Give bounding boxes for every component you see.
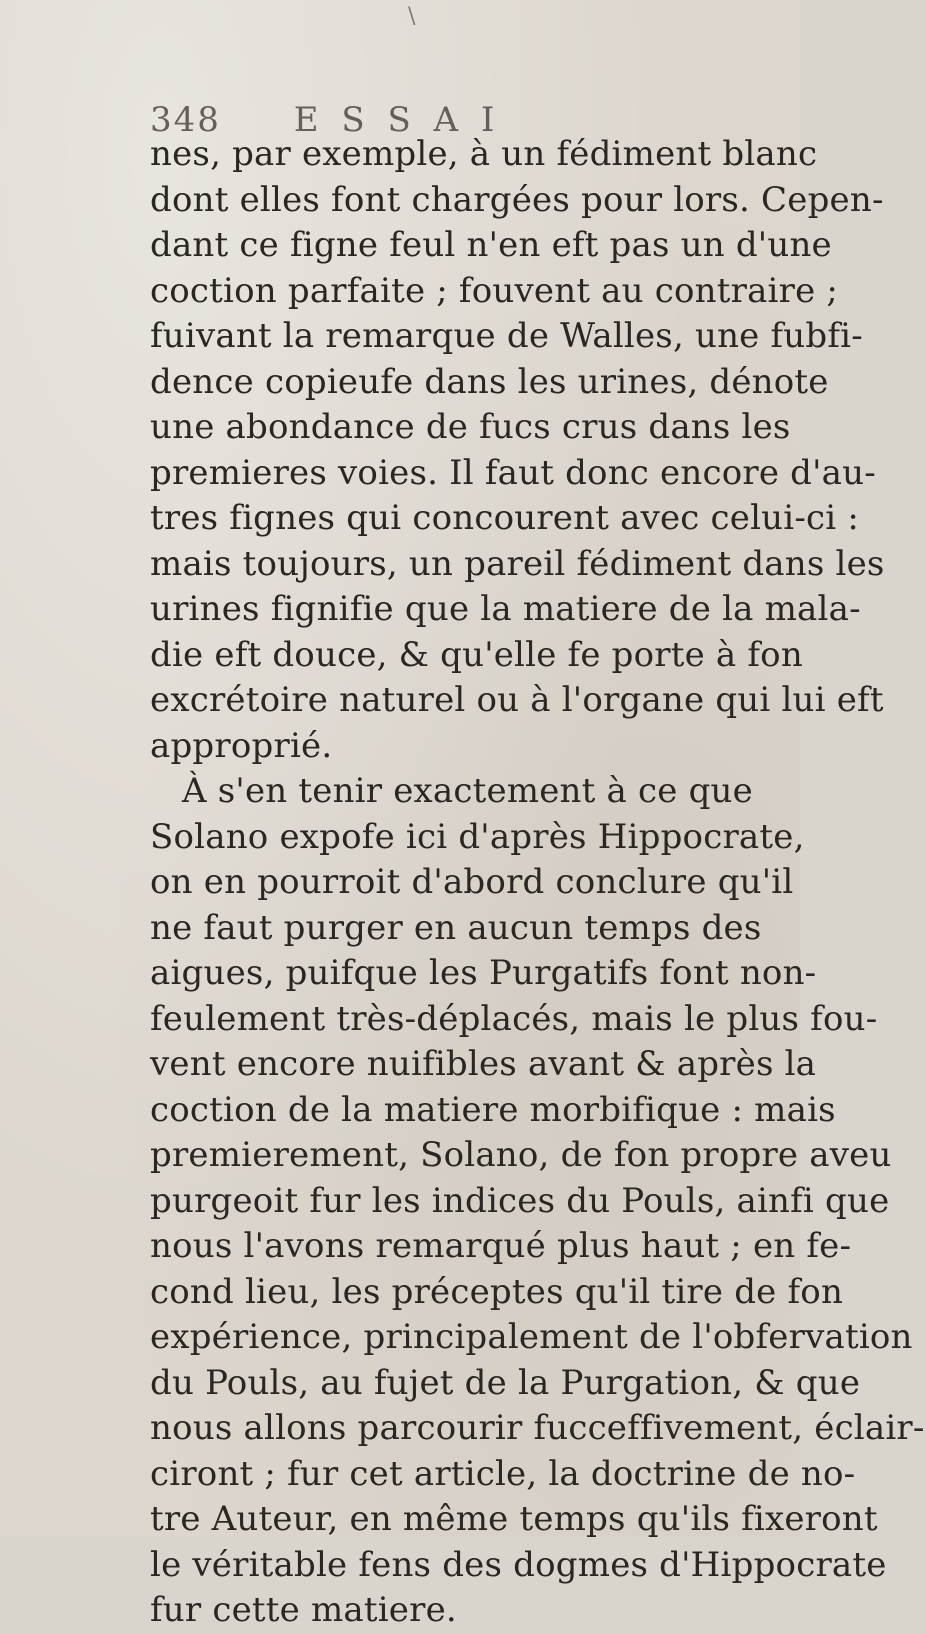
text-line: coction de la matiere morbifique : mais xyxy=(150,1089,836,1130)
running-title: E S S A I xyxy=(293,100,501,140)
text-line: le véritable fens des dogmes d'Hippocrate xyxy=(150,1544,887,1585)
text-line: vent encore nuifibles avant & après la xyxy=(150,1044,817,1084)
text-line: on en pourroit d'abord conclure qu'il xyxy=(150,862,794,902)
body-text xyxy=(150,132,925,1634)
text-line: du Pouls, au fujet de la Purgation, & que xyxy=(150,1362,861,1403)
text-line: purgeoit fur les indices du Pouls, ainfi que xyxy=(150,1180,890,1221)
text-line: mais toujours, un pareil fédiment dans les xyxy=(150,543,885,584)
text-line: urines fignifie que la matiere de la mala- xyxy=(150,589,861,629)
paragraph-start-line: À s'en tenir exactement à ce que xyxy=(182,771,753,811)
text-line: ne faut purger en aucun temps des xyxy=(150,907,762,948)
text-line: aigues, puifque les Purgatifs font non- xyxy=(150,953,817,993)
page-number: 348 xyxy=(150,100,221,140)
text-line: ciront ; fur cet article, la doctrine de no- xyxy=(150,1453,856,1494)
text-line: nous allons parcourir fucceffivement, éclair- xyxy=(150,1408,925,1448)
text-line: coction parfaite ; fouvent au contraire ; xyxy=(150,270,839,311)
text-line: Solano expofe ici d'après Hippocrate, xyxy=(150,816,805,857)
text-line: dont elles font chargées pour lors. Cepen- xyxy=(150,179,884,220)
text-line: tres fignes qui concourent avec celui-ci : xyxy=(150,498,860,538)
text-line: die eft douce, & qu'elle fe porte à fon xyxy=(150,634,803,675)
text-line: nes, par exemple, à un fédiment blanc xyxy=(150,134,818,174)
text-line: fuivant la remarque de Walles, une fubfi- xyxy=(150,316,863,356)
text-line: dant ce figne feul n'en eft pas un d'une xyxy=(150,225,832,265)
text-line: premieres voies. Il faut donc encore d'au- xyxy=(150,452,876,493)
text-line: excrétoire naturel ou à l'organe qui lui eft xyxy=(150,680,884,720)
text-line: feulement très-déplacés, mais le plus fou- xyxy=(150,998,878,1039)
text-line: nous l'avons remarqué plus haut ; en fe- xyxy=(150,1226,852,1266)
text-line: cond lieu, les préceptes qu'il tire de fon xyxy=(150,1271,844,1312)
text-line: dence copieufe dans les urines, dénote xyxy=(150,361,829,402)
text-line: tre Auteur, en même temps qu'ils fixeront xyxy=(150,1499,878,1539)
text-line: approprié. xyxy=(150,725,333,766)
text-line: fur cette matiere. xyxy=(150,1590,457,1630)
text-line: premierement, Solano, de fon propre aveu xyxy=(150,1135,892,1175)
text-line: expérience, principalement de l'obfervation xyxy=(150,1317,913,1357)
text-line: une abondance de fucs crus dans les xyxy=(150,407,791,447)
top-mark: \ xyxy=(408,4,416,29)
